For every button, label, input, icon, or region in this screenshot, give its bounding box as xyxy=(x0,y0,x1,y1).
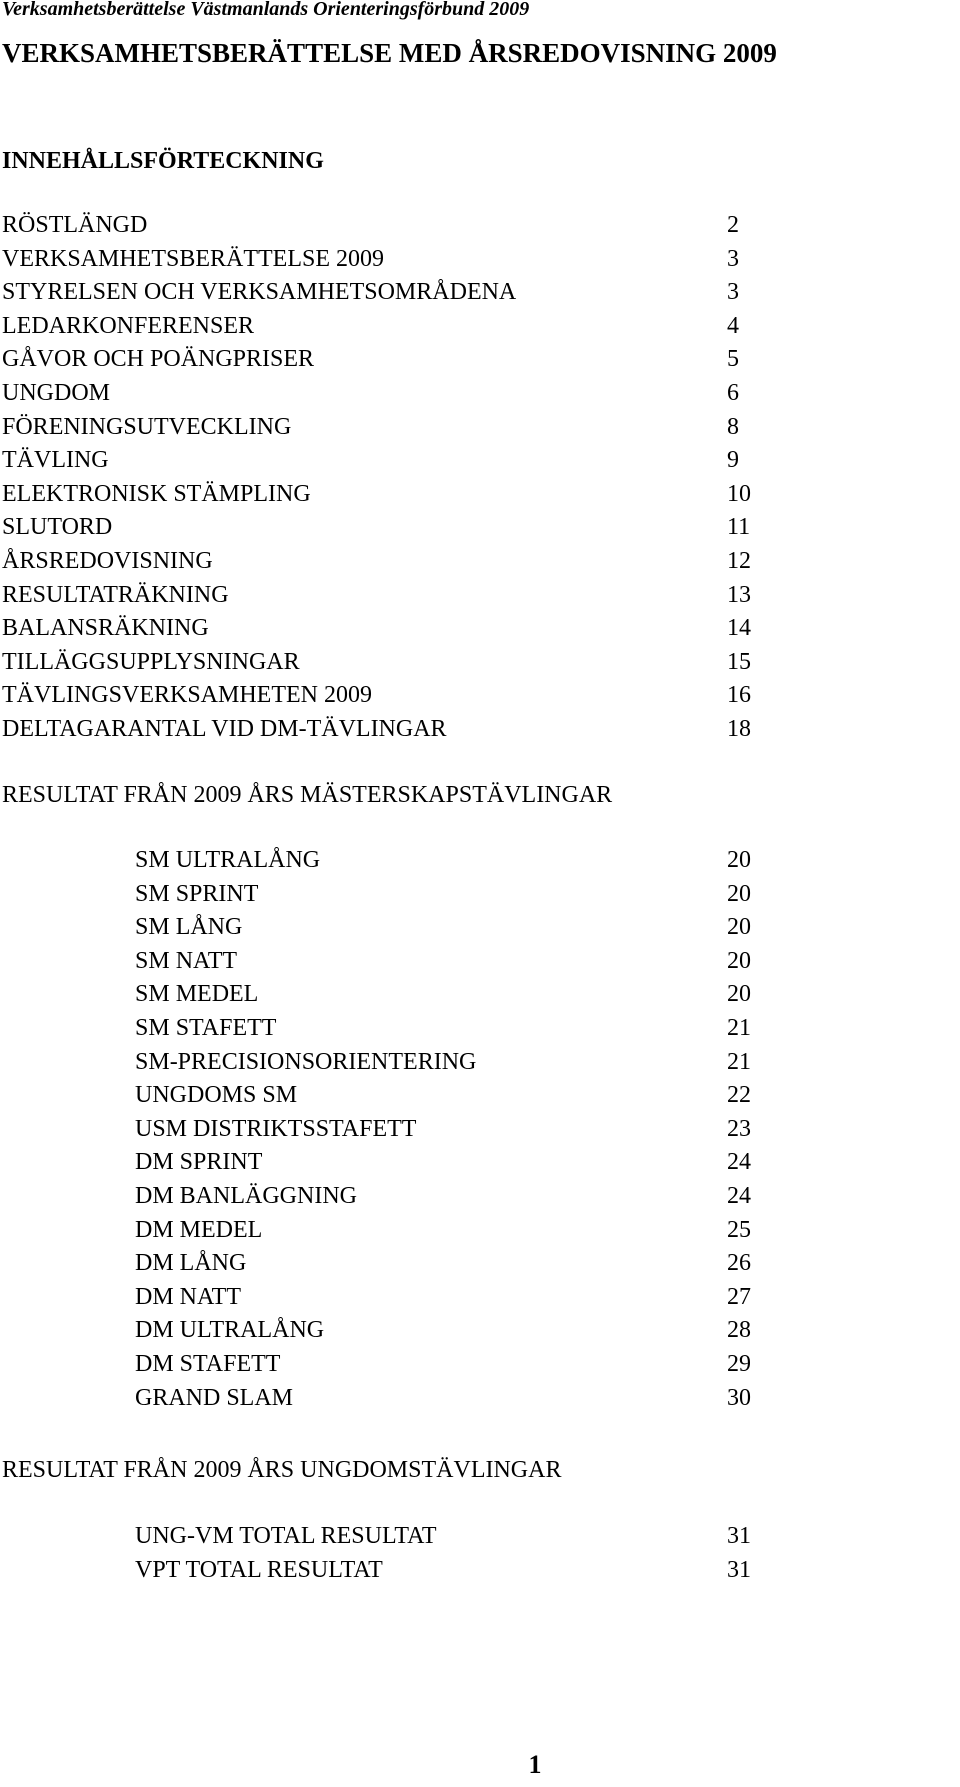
toc-entry-label: FÖRENINGSUTVECKLING xyxy=(2,413,292,440)
toc-entry-page: 15 xyxy=(727,648,751,675)
toc-entry-page: 26 xyxy=(727,1250,751,1277)
toc-entry xyxy=(2,613,751,647)
toc-entry-label: DM BANLÄGGNING xyxy=(135,1182,357,1209)
toc-entry-page: 21 xyxy=(727,1048,751,1075)
toc-entry xyxy=(2,1555,751,1589)
toc-entry-label: ÅRSREDOVISNING xyxy=(2,547,213,574)
toc-entry xyxy=(2,647,751,681)
toc-entry-page: 8 xyxy=(727,413,739,440)
document-title: VERKSAMHETSBERÄTTELSE MED ÅRSREDOVISNING 2009 xyxy=(2,38,777,68)
toc-entry xyxy=(2,1047,751,1081)
toc-entry-page: 28 xyxy=(727,1317,751,1344)
toc-entry xyxy=(2,1248,751,1282)
toc-entry-label: UNGDOMS SM xyxy=(135,1082,298,1109)
toc-entry xyxy=(2,1080,751,1114)
toc-entry-page: 20 xyxy=(727,947,751,974)
toc-entry xyxy=(2,244,742,278)
toc-entry xyxy=(2,845,751,879)
toc-entry-page: 22 xyxy=(727,1082,751,1109)
running-header: Verksamhetsberättelse Västmanlands Orienteringsförbund 2009 xyxy=(2,0,530,20)
toc-entry-label: UNGDOM xyxy=(2,379,110,406)
toc-entry-label: DM SPRINT xyxy=(135,1149,263,1176)
toc-entry-label: DM STAFETT xyxy=(135,1350,281,1377)
page-number: 1 xyxy=(528,1750,542,1779)
toc-heading: INNEHÅLLSFÖRTECKNING xyxy=(2,148,324,174)
toc-entry-label: TILLÄGGSUPPLYSNINGAR xyxy=(2,648,300,675)
toc-entry-label: SM SPRINT xyxy=(135,880,259,907)
toc-entry-page: 27 xyxy=(727,1283,751,1310)
toc-entry-label: VERKSAMHETSBERÄTTELSE 2009 xyxy=(2,245,385,272)
toc-entry-label: DM NATT xyxy=(135,1283,241,1310)
toc-entry-page: 2 xyxy=(727,212,739,238)
toc-entry-label: SM-PRECISIONSORIENTERING xyxy=(135,1048,477,1075)
toc-entry-page: 4 xyxy=(727,312,739,339)
toc-entry-page: 18 xyxy=(727,715,751,742)
toc-entry-label: GRAND SLAM xyxy=(135,1384,294,1411)
toc-entry xyxy=(2,580,751,614)
toc-entry xyxy=(2,412,742,446)
toc-entry-page: 13 xyxy=(727,581,751,608)
youth-heading: RESULTAT FRÅN 2009 ÅRS UNGDOMSTÄVLINGAR xyxy=(2,1457,562,1483)
toc-youth-list xyxy=(2,1521,751,1588)
toc-entry-page: 20 xyxy=(727,847,751,873)
toc-entry-page: 10 xyxy=(727,480,751,507)
toc-entry-page: 20 xyxy=(727,914,751,941)
toc-entry xyxy=(2,210,742,244)
toc-entry-page: 31 xyxy=(727,1556,751,1583)
toc-entry-label: VPT TOTAL RESULTAT xyxy=(135,1556,383,1583)
toc-entry-page: 3 xyxy=(727,245,739,272)
toc-entry-label: ELEKTRONISK STÄMPLING xyxy=(2,480,311,507)
toc-entry xyxy=(2,1383,751,1417)
toc-entry-label: RESULTATRÄKNING xyxy=(2,581,229,608)
toc-entry-label: USM DISTRIKTSSTAFETT xyxy=(135,1115,417,1142)
toc-entry-label: DM MEDEL xyxy=(135,1216,263,1243)
toc-entry-label: DM ULTRALÅNG xyxy=(135,1317,325,1344)
toc-entry xyxy=(2,546,751,580)
toc-entry-page: 20 xyxy=(727,981,751,1008)
toc-entry-page: 6 xyxy=(727,379,739,406)
toc-entry-label: SM MEDEL xyxy=(135,981,259,1008)
toc-entry-label: BALANSRÄKNING xyxy=(2,615,209,642)
toc-entry-label: DELTAGARANTAL VID DM-TÄVLINGAR xyxy=(2,715,447,742)
toc-entry xyxy=(2,1013,751,1047)
toc-entry xyxy=(2,1349,751,1383)
toc-entry-page: 9 xyxy=(727,447,739,474)
toc-entry-page: 3 xyxy=(727,279,739,306)
toc-entry xyxy=(2,714,751,748)
toc-entry-label: SM LÅNG xyxy=(135,914,243,941)
toc-championships-list xyxy=(2,845,751,1416)
toc-entry xyxy=(2,277,742,311)
toc-main-list xyxy=(2,210,751,748)
toc-entry xyxy=(2,1315,751,1349)
toc-entry-page: 24 xyxy=(727,1149,751,1176)
toc-entry xyxy=(2,344,742,378)
toc-entry xyxy=(2,879,751,913)
toc-entry xyxy=(2,979,751,1013)
toc-entry-label: TÄVLINGSVERKSAMHETEN 2009 xyxy=(2,682,372,709)
toc-entry-page: 20 xyxy=(727,880,751,907)
toc-entry xyxy=(2,912,751,946)
toc-entry xyxy=(2,1114,751,1148)
toc-entry xyxy=(2,1282,751,1316)
toc-entry-label: GÅVOR OCH POÄNGPRISER xyxy=(2,346,315,373)
toc-entry-label: STYRELSEN OCH VERKSAMHETSOMRÅDENA xyxy=(2,279,517,306)
toc-entry-page: 29 xyxy=(727,1350,751,1377)
toc-entry-page: 31 xyxy=(727,1523,751,1549)
toc-entry-label: SM NATT xyxy=(135,947,238,974)
toc-entry xyxy=(2,946,751,980)
toc-entry-label: RÖSTLÄNGD xyxy=(2,212,148,238)
toc-entry-page: 5 xyxy=(727,346,739,373)
toc-entry xyxy=(2,378,742,412)
toc-entry-label: SLUTORD xyxy=(2,514,113,541)
toc-entry-page: 16 xyxy=(727,682,751,709)
toc-entry xyxy=(2,445,742,479)
toc-entry-label: LEDARKONFERENSER xyxy=(2,312,255,339)
toc-entry-label: UNG-VM TOTAL RESULTAT xyxy=(135,1523,437,1549)
toc-entry xyxy=(2,1181,751,1215)
toc-entry-page: 12 xyxy=(727,547,751,574)
championships-heading: RESULTAT FRÅN 2009 ÅRS MÄSTERSKAPSTÄVLINGAR xyxy=(2,782,613,808)
toc-entry-label: DM LÅNG xyxy=(135,1250,247,1277)
toc-entry-page: 24 xyxy=(727,1182,751,1209)
toc-entry-page: 23 xyxy=(727,1115,751,1142)
toc-entry xyxy=(2,680,751,714)
toc-entry-label: SM ULTRALÅNG xyxy=(135,847,321,873)
toc-entry-page: 14 xyxy=(727,615,751,642)
toc-entry xyxy=(2,1215,751,1249)
toc-entry-label: SM STAFETT xyxy=(135,1014,277,1041)
toc-entry xyxy=(2,1147,751,1181)
toc-entry-page: 30 xyxy=(727,1384,751,1411)
toc-entry xyxy=(2,1521,751,1555)
toc-entry xyxy=(2,479,751,513)
toc-entry-page: 11 xyxy=(727,514,751,541)
toc-entry xyxy=(2,512,751,546)
toc-entry-label: TÄVLING xyxy=(2,447,109,474)
toc-entry-page: 25 xyxy=(727,1216,751,1243)
toc-entry xyxy=(2,311,742,345)
toc-entry-page: 21 xyxy=(727,1014,751,1041)
